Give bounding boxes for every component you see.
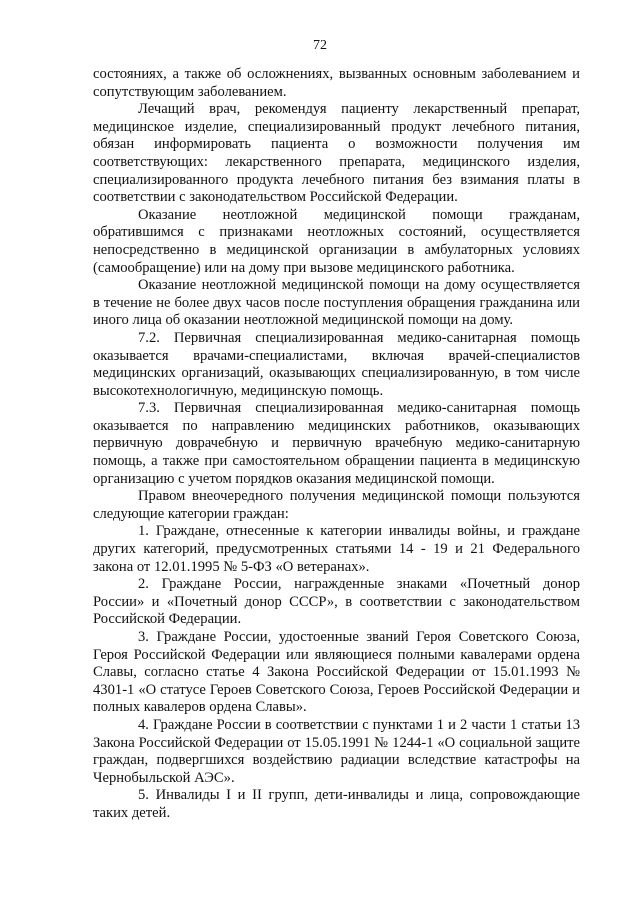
paragraph-7-2: 7.2. Первичная специализированная медико-санитарная помощь оказывается врачами-специалистами, включая врачей-специалистов медицинских организаций, оказывающих специализированную, в том числе высокотехнологичную, медицинскую помощь. [93, 329, 580, 399]
list-item-2: 2. Граждане России, награжденные знаками «Почетный донор России» и «Почетный донор СССР», в соответствии с законодательством Российской Федерации. [93, 576, 580, 628]
page-number: 72 [313, 38, 327, 53]
list-item-4: 4. Граждане России в соответствии с пунктами 1 и 2 части 1 статьи 13 Закона Российской Федерации от 15.05.1991 № 1244-1 «О социальной защите граждан, подвергшихся воздействию радиации вследствие катастрофы на Чернобыльской АЭС». [93, 716, 580, 786]
document-body [93, 66, 580, 823]
list-item-1: 1. Граждане, отнесенные к категории инвалиды войны, и граждане других категорий, предусмотренных статьями 14 - 19 и 21 Федерального закона от 12.01.1995 № 5-ФЗ «О ветеранах». [93, 523, 580, 575]
paragraph-priority-right: Правом внеочередного получения медицинской помощи пользуются следующие категории граждан: [93, 488, 580, 522]
paragraph-urgent-care-home: Оказание неотложной медицинской помощи на дому осуществляется в течение не более двух часов после поступления обращения гражданина или иного лица об оказании неотложной медицинской помощи на дому. [93, 277, 580, 329]
list-item-5: 5. Инвалиды I и II групп, дети-инвалиды и лица, сопровождающие таких детей. [93, 787, 580, 821]
paragraph-continuation: состояниях, а также об осложнениях, вызванных основным заболеванием и сопутствующим заболеванием. [93, 66, 580, 100]
list-item-3: 3. Граждане России, удостоенные званий Героя Советского Союза, Героя Российской Федерации или являющиеся полными кавалерами ордена Славы, согласно статье 4 Закона Российской Федерации от 15.01.1993 № 4301-1 «О статусе Героев Советского Союза, Героев Российской Федерации и полных кавалеров ордена Славы». [93, 629, 580, 716]
paragraph-attending-physician: Лечащий врач, рекомендуя пациенту лекарственный препарат, медицинское изделие, специализированный продукт лечебного питания, обязан информировать пациента о возможности получения им соответствующих: лекарственного препарата, медицинского изделия, специализированного продукта лечебного питания без взимания платы в соответствии с законодательством Российской Федерации. [93, 101, 580, 206]
paragraph-urgent-care: Оказание неотложной медицинской помощи гражданам, обратившимся с признаками неотложных состояний, осуществляется непосредственно в медицинской организации в амбулаторных условиях (самообращение) или на дому при вызове медицинского работника. [93, 206, 580, 276]
paragraph-7-3: 7.3. Первичная специализированная медико-санитарная помощь оказывается по направлению медицинских работников, оказывающих первичную доврачебную и первичную врачебную медико-санитарную помощь, а также при самостоятельном обращении пациента в медицинскую организацию с учетом порядков оказания медицинской помощи. [93, 400, 580, 487]
